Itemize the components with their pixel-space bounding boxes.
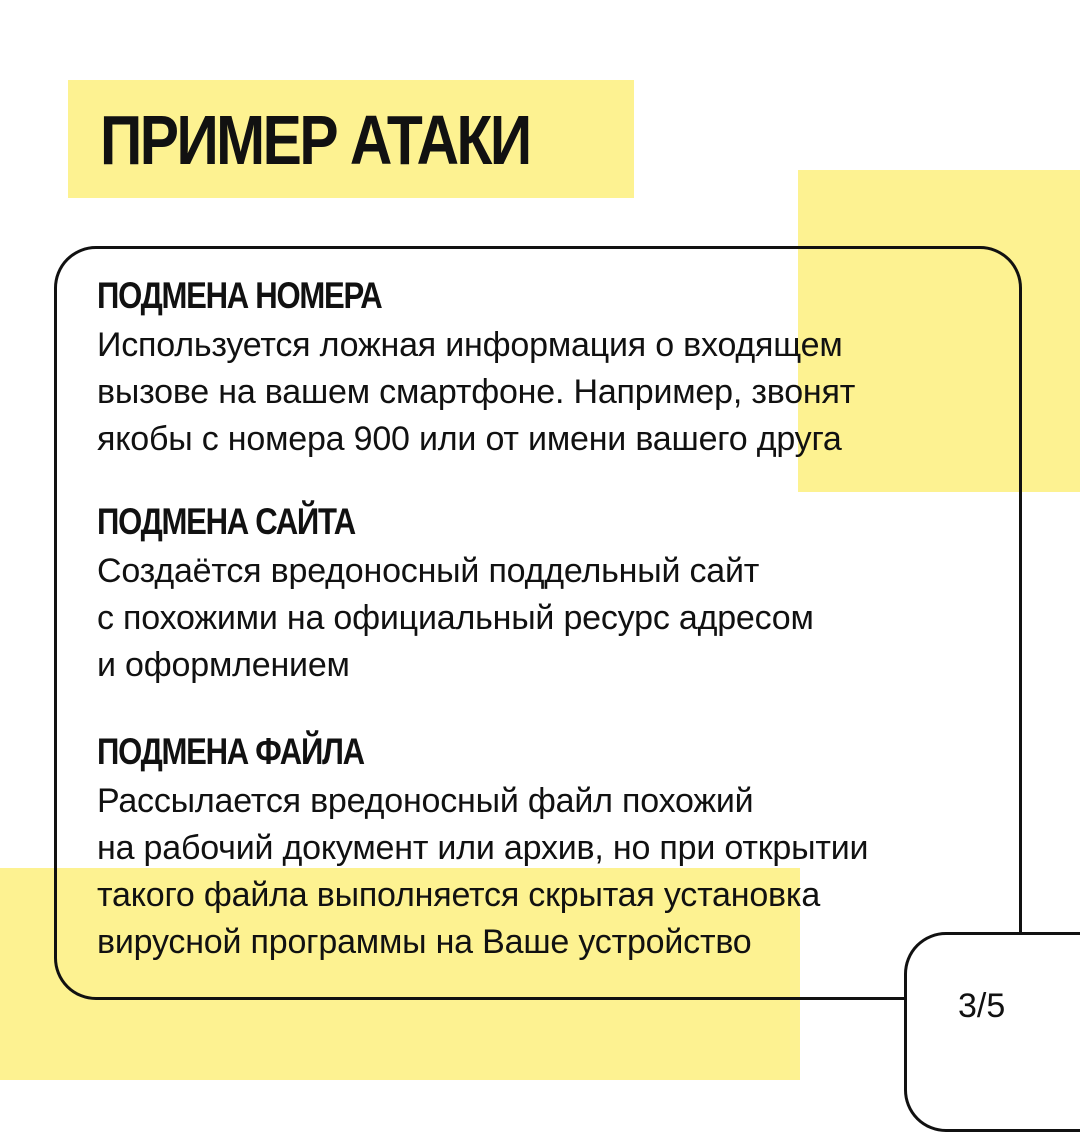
section-body: Создаётся вредоносный поддельный сайт с похожими на официальный ресурс адресом и оформлением xyxy=(97,552,814,684)
page-title: ПРИМЕР АТАКИ xyxy=(100,101,530,179)
section-heading: ПОДМЕНА САЙТА xyxy=(97,501,355,542)
page-indicator-box xyxy=(904,932,1080,1132)
section-file-spoofing xyxy=(97,730,1037,966)
page-indicator: 3/5 xyxy=(958,987,1006,1025)
section-heading: ПОДМЕНА ФАЙЛА xyxy=(97,731,364,772)
section-body: Рассылается вредоносный файл похожий на рабочий документ или архив, но при открытии такого файла выполняется скрытая установка вирусной программы на Ваше устройство xyxy=(97,782,869,961)
section-heading: ПОДМЕНА НОМЕРА xyxy=(97,275,382,316)
section-number-spoofing xyxy=(97,274,1037,463)
section-site-spoofing xyxy=(97,500,1037,689)
section-body: Используется ложная информация о входящем вызове на вашем смартфоне. Например, звонят якобы с номера 900 или от имени вашего друга xyxy=(97,326,856,458)
